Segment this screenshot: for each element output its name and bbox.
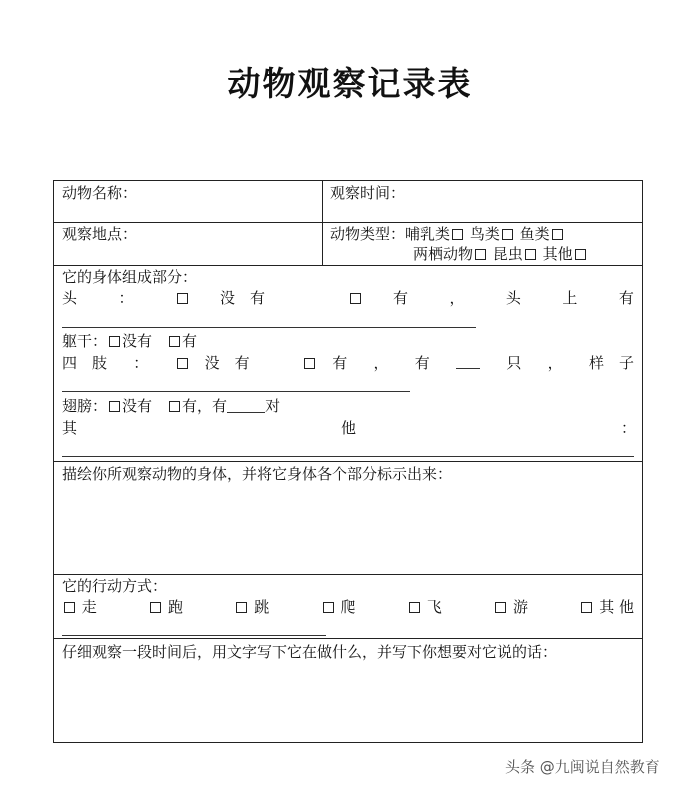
wings-row: 翅膀： 没有 有，有 对 <box>62 397 281 415</box>
limbs-yes-option: 有 <box>302 354 347 372</box>
move-other: 其 他 <box>579 598 634 616</box>
checkbox[interactable] <box>304 358 315 369</box>
head-row: 头 ： 没 有 有 ， 头 上 有 <box>62 289 634 307</box>
checkbox[interactable] <box>525 249 536 260</box>
checkbox[interactable] <box>169 336 180 347</box>
observation-form <box>53 180 643 743</box>
checkbox[interactable] <box>169 401 180 412</box>
checkbox[interactable] <box>575 249 586 260</box>
move-swim: 游 <box>493 598 528 616</box>
divider <box>54 222 642 223</box>
move-walk: 走 <box>62 598 97 616</box>
answer-line[interactable] <box>62 327 476 328</box>
checkbox[interactable] <box>64 602 75 613</box>
count-blank[interactable] <box>227 398 265 413</box>
type-insect: 昆虫 <box>493 245 538 263</box>
page-title: 动物观察记录表 <box>227 64 473 103</box>
head-yes-option: 有 <box>348 289 408 307</box>
divider <box>54 461 642 462</box>
checkbox[interactable] <box>552 229 563 240</box>
answer-line[interactable] <box>62 635 326 636</box>
checkbox[interactable] <box>323 602 334 613</box>
animal-type-row2 <box>413 245 588 263</box>
move-crawl: 爬 <box>321 598 356 616</box>
animal-name-label: 动物名称： <box>62 184 138 202</box>
watermark: 头条 @九闽说自然教育 <box>505 758 660 776</box>
trunk-row: 躯干： 没有 有 <box>62 332 198 350</box>
type-other: 其他 <box>543 245 588 263</box>
divider <box>54 638 642 639</box>
limbs-row: 四 肢 ： 没 有 有 ， 有 只 ， 样 子 <box>62 354 634 372</box>
divider <box>54 265 642 266</box>
move-run: 跑 <box>148 598 183 616</box>
type-mammal: 哺乳类 <box>405 225 465 243</box>
move-fly: 飞 <box>407 598 442 616</box>
other-label-b: 他 <box>341 419 357 437</box>
head-no-option: 没 有 <box>175 289 265 307</box>
checkbox[interactable] <box>177 358 188 369</box>
animal-type-label: 动物类型：哺乳类 鸟类 鱼类 <box>330 225 565 243</box>
type-amphibian: 两栖动物 <box>413 245 488 263</box>
answer-line[interactable] <box>62 456 634 457</box>
checkbox[interactable] <box>475 249 486 260</box>
movement-options <box>62 598 634 616</box>
checkbox[interactable] <box>109 401 120 412</box>
divider <box>322 181 323 265</box>
other-label-a: 其 <box>62 419 78 437</box>
divider <box>54 574 642 575</box>
checkbox[interactable] <box>581 602 592 613</box>
checkbox[interactable] <box>452 229 463 240</box>
checkbox[interactable] <box>409 602 420 613</box>
count-blank[interactable] <box>456 354 480 369</box>
draw-prompt: 描绘你所观察动物的身体，并将它身体各个部分标示出来： <box>62 465 453 483</box>
other-colon: ： <box>621 419 637 437</box>
checkbox[interactable] <box>495 602 506 613</box>
type-bird: 鸟类 <box>470 225 515 243</box>
checkbox[interactable] <box>502 229 513 240</box>
type-fish: 鱼类 <box>520 225 565 243</box>
movement-heading: 它的行动方式： <box>62 577 168 595</box>
body-parts-heading: 它的身体组成部分： <box>62 268 198 286</box>
answer-line[interactable] <box>62 391 410 392</box>
write-prompt: 仔细观察一段时间后，用文字写下它在做什么，并写下你想要对它说的话： <box>62 643 558 661</box>
checkbox[interactable] <box>177 293 188 304</box>
checkbox[interactable] <box>350 293 361 304</box>
checkbox[interactable] <box>150 602 161 613</box>
checkbox[interactable] <box>109 336 120 347</box>
move-jump: 跳 <box>234 598 269 616</box>
observe-time-label: 观察时间： <box>330 184 406 202</box>
observe-place-label: 观察地点： <box>62 225 138 243</box>
limbs-no-option: 没 有 <box>175 354 250 372</box>
checkbox[interactable] <box>236 602 247 613</box>
